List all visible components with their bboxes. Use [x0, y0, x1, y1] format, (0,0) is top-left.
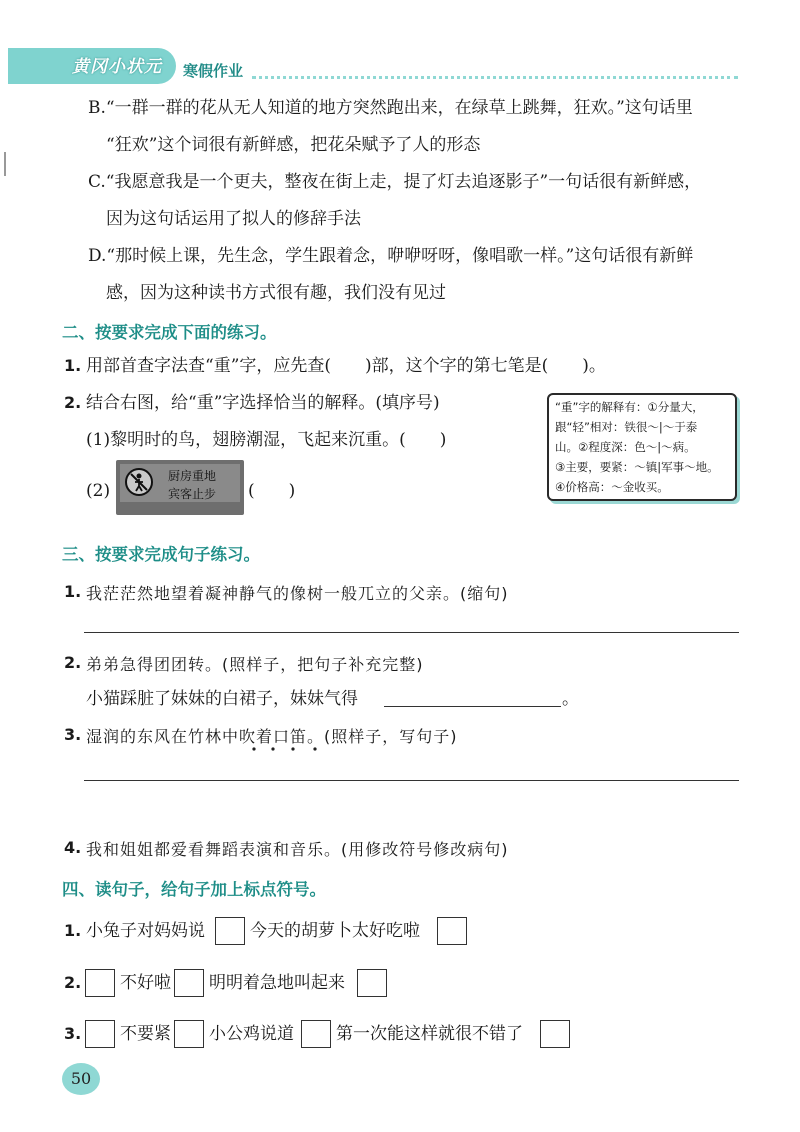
s4-q2-part-b: 明明着急地叫起来 — [209, 973, 345, 993]
margin-mark — [4, 152, 6, 176]
definition-box — [547, 393, 737, 501]
option-c-line2: 因为这句话运用了拟人的修辞手法 — [106, 209, 361, 229]
punctuation-box[interactable] — [174, 969, 204, 997]
sign-text-line1: 厨房重地 — [168, 469, 217, 483]
page-number: 50 — [62, 1063, 100, 1095]
section-4-title: 四、读句子，给句子加上标点符号。 — [62, 880, 326, 899]
option-b-line2: “狂欢”这个词很有新鲜感，把花朵赋予了人的形态 — [106, 135, 481, 155]
s4-q2-number: 2. — [64, 973, 82, 992]
sign-text-line2: 宾客止步 — [168, 487, 217, 501]
section-2-title: 二、按要求完成下面的练习。 — [62, 323, 277, 342]
s3-q2-number: 2. — [64, 653, 82, 672]
s3-q3-number: 3. — [64, 725, 82, 744]
s4-q3-part-a: 不要紧 — [120, 1024, 171, 1044]
s4-q2-part-a: 不好啦 — [120, 973, 171, 993]
punctuation-box[interactable] — [540, 1020, 570, 1048]
s4-q3-part-c: 第一次能这样就很不错了 — [336, 1024, 523, 1044]
definition-line: “重”字的解释有：①分量大， — [555, 400, 704, 414]
definition-line: ④价格高：～金收买。 — [555, 480, 669, 494]
s3-q1-answer-line[interactable] — [84, 632, 739, 633]
s4-q1-number: 1. — [64, 921, 82, 940]
option-b-line1: B.“一群一群的花从无人知道的地方突然跑出来，在绿草上跳舞，狂欢。”这句话里 — [88, 98, 693, 118]
s2-q1-text[interactable]: 用部首查字法查“重”字，应先查( )部，这个字的第七笔是( )。 — [86, 356, 606, 376]
definition-line: 跟“轻”相对：铁很～|～于泰 — [555, 420, 698, 434]
s3-q3-answer-line[interactable] — [84, 780, 739, 781]
option-d-line1: D.“那时候上课，先生念，学生跟着念，咿咿呀呀，像唱歌一样。”这句话很有新鲜 — [88, 246, 694, 266]
punctuation-box[interactable] — [174, 1020, 204, 1048]
option-d-line2: 感，因为这种读书方式很有趣，我们没有见过 — [106, 283, 446, 303]
s3-q2-period: 。 — [562, 689, 579, 709]
no-entry-person-icon — [125, 468, 153, 496]
s3-q4-text[interactable]: 我和姐姐都爱看舞蹈表演和音乐。(用修改符号修改病句) — [86, 840, 509, 859]
s3-q1-number: 1. — [64, 582, 82, 601]
s3-q2-text: 弟弟急得团团转。(照样子，把句子补充完整) — [86, 655, 424, 674]
punctuation-box[interactable] — [85, 969, 115, 997]
punctuation-box[interactable] — [301, 1020, 331, 1048]
s2-q2-item1[interactable]: (1)黎明时的鸟，翅膀潮湿，飞起来沉重。( ) — [86, 430, 447, 450]
s3-q1-text: 我茫茫然地望着凝神静气的像树一般兀立的父亲。(缩句) — [86, 584, 509, 603]
s3-q2-prompt: 小猫踩脏了妹妹的白裙子，妹妹气得 — [86, 689, 358, 709]
header-dotted-rule — [252, 76, 738, 79]
s3-q2-answer-line[interactable] — [384, 706, 561, 707]
punctuation-box[interactable] — [357, 969, 387, 997]
s2-q2-number: 2. — [64, 393, 82, 412]
s4-q3-part-b: 小公鸡说道 — [209, 1024, 294, 1044]
s2-q1-number: 1. — [64, 356, 82, 375]
punctuation-box[interactable] — [437, 917, 467, 945]
definition-line: ③主要，要紧：～镇|军事～地。 — [555, 460, 719, 474]
s4-q1-part-a: 小兔子对妈妈说 — [86, 921, 205, 941]
s3-q3-text: 湿润的东风在竹林中吹着口笛。(照样子，写句子) — [86, 727, 458, 746]
s4-q1-part-b: 今天的胡萝卜太好吃啦 — [250, 921, 420, 941]
definition-line: 山。②程度深：色～|～病。 — [555, 440, 696, 454]
s4-q3-number: 3. — [64, 1024, 82, 1043]
section-3-title: 三、按要求完成句子练习。 — [62, 545, 260, 564]
option-c-line1: C.“我愿意我是一个更夫，整夜在街上走，提了灯去追逐影子”一句话很有新鲜感， — [88, 172, 702, 192]
punctuation-box[interactable] — [215, 917, 245, 945]
s2-q2-item2-paren[interactable]: ( ) — [248, 481, 296, 501]
s3-q4-number: 4. — [64, 838, 82, 857]
brand-logo: 黄冈小状元 — [72, 57, 162, 77]
s2-q2-item2-label: (2) — [86, 481, 111, 501]
series-title: 寒假作业 — [183, 62, 244, 80]
s2-q2-text: 结合右图，给“重”字选择恰当的解释。(填序号) — [86, 393, 440, 413]
punctuation-box[interactable] — [85, 1020, 115, 1048]
emphasis-dots — [248, 746, 328, 752]
